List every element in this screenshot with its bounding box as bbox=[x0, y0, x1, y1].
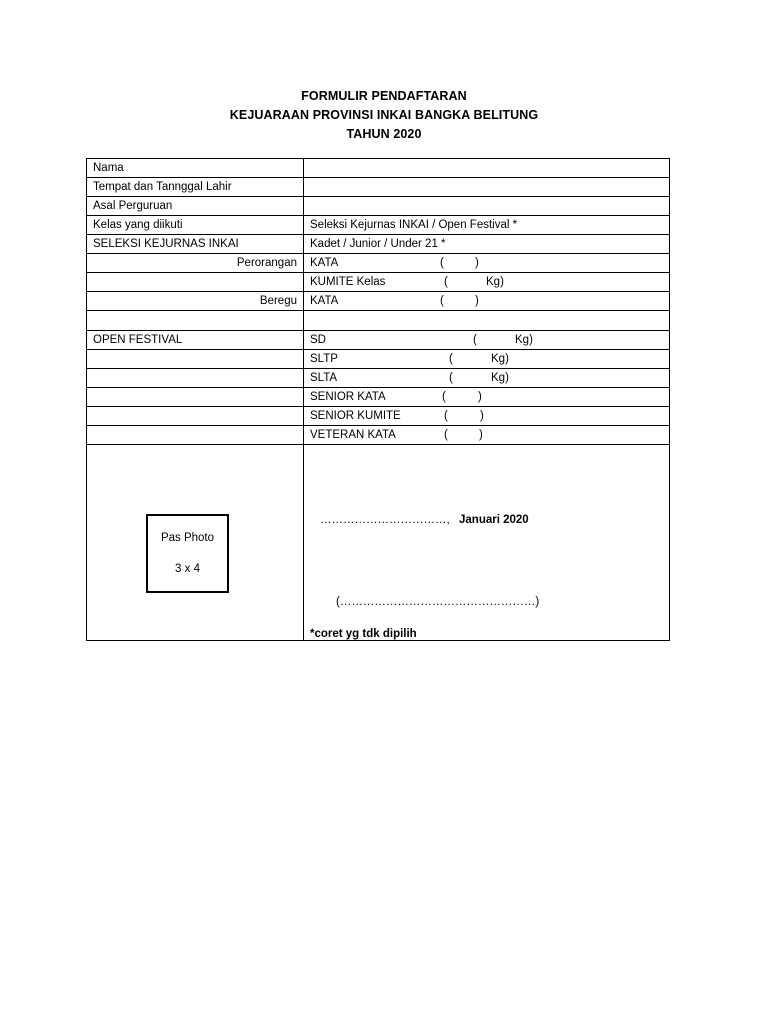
form-header bbox=[0, 87, 768, 144]
table-row bbox=[87, 311, 670, 331]
pas-photo-box[interactable] bbox=[146, 514, 229, 593]
kg-close: Kg) bbox=[515, 334, 533, 346]
open-paren: ( bbox=[449, 372, 453, 384]
table-row bbox=[87, 350, 670, 369]
empty-cell bbox=[87, 273, 304, 292]
registration-table bbox=[86, 158, 670, 641]
empty-cell bbox=[87, 407, 304, 426]
close-paren: ) bbox=[480, 410, 484, 422]
kg-close: Kg) bbox=[491, 372, 509, 384]
table-row bbox=[87, 292, 670, 311]
table-row bbox=[87, 178, 670, 197]
senior-kumite-option[interactable] bbox=[304, 407, 670, 426]
kata-label: KATA bbox=[310, 257, 339, 269]
signature-place[interactable]: ……………………………, bbox=[320, 514, 450, 526]
asal-label: Asal Perguruan bbox=[87, 197, 304, 216]
table-row bbox=[87, 426, 670, 445]
close-paren: ) bbox=[475, 295, 479, 307]
table-row bbox=[87, 216, 670, 235]
table-row bbox=[87, 159, 670, 178]
veteran-kata-label: VETERAN KATA bbox=[310, 429, 396, 441]
form-title: FORMULIR PENDAFTARAN bbox=[301, 89, 467, 103]
empty-cell bbox=[87, 350, 304, 369]
cross-out-note: *coret yg tdk dipilih bbox=[310, 628, 417, 640]
table-row bbox=[87, 388, 670, 407]
open-festival-label: OPEN FESTIVAL bbox=[87, 331, 304, 350]
table-row bbox=[87, 235, 670, 254]
kata-label: KATA bbox=[310, 295, 339, 307]
senior-kumite-label: SENIOR KUMITE bbox=[310, 410, 401, 422]
table-row bbox=[87, 331, 670, 350]
open-paren: ( bbox=[444, 410, 448, 422]
kelas-label: Kelas yang diikuti bbox=[87, 216, 304, 235]
signature-name-line[interactable]: (……………………………………………) bbox=[336, 596, 540, 608]
senior-kata-option[interactable] bbox=[304, 388, 670, 407]
signature-date: Januari 2020 bbox=[459, 514, 529, 526]
slta-label: SLTA bbox=[310, 372, 338, 384]
kumite-kelas-label: KUMITE Kelas bbox=[310, 276, 386, 288]
seleksi-label: SELEKSI KEJURNAS INKAI bbox=[87, 235, 304, 254]
beregu-kata-option[interactable] bbox=[304, 292, 670, 311]
sltp-option[interactable] bbox=[304, 350, 670, 369]
senior-kata-label: SENIOR KATA bbox=[310, 391, 386, 403]
open-paren: ( bbox=[440, 257, 444, 269]
sltp-label: SLTP bbox=[310, 353, 338, 365]
photo-label: Pas Photo bbox=[160, 532, 215, 544]
ttl-label: Tempat dan Tannggal Lahir bbox=[87, 178, 304, 197]
open-paren: ( bbox=[442, 391, 446, 403]
open-paren: ( bbox=[444, 429, 448, 441]
event-title: KEJUARAAN PROVINSI INKAI BANGKA BELITUNG bbox=[229, 108, 539, 122]
photo-size: 3 x 4 bbox=[175, 563, 200, 575]
nama-field[interactable] bbox=[304, 159, 670, 178]
empty-cell bbox=[304, 311, 670, 331]
beregu-label: Beregu bbox=[87, 292, 304, 311]
open-paren: ( bbox=[444, 276, 448, 288]
photo-cell bbox=[87, 445, 304, 641]
kelas-value[interactable]: Seleksi Kejurnas INKAI / Open Festival * bbox=[304, 216, 670, 235]
table-row bbox=[87, 197, 670, 216]
kumite-kelas-option[interactable] bbox=[304, 273, 670, 292]
table-row bbox=[87, 445, 670, 641]
veteran-kata-option[interactable] bbox=[304, 426, 670, 445]
sd-option[interactable] bbox=[304, 331, 670, 350]
nama-label: Nama bbox=[87, 159, 304, 178]
empty-cell bbox=[87, 426, 304, 445]
table-row bbox=[87, 273, 670, 292]
perorangan-label: Perorangan bbox=[87, 254, 304, 273]
close-paren: ) bbox=[479, 429, 483, 441]
asal-field[interactable] bbox=[304, 197, 670, 216]
sd-label: SD bbox=[310, 334, 326, 346]
event-year: TAHUN 2020 bbox=[346, 127, 422, 141]
close-paren: ) bbox=[475, 257, 479, 269]
seleksi-value[interactable]: Kadet / Junior / Under 21 * bbox=[304, 235, 670, 254]
perorangan-kata-option[interactable] bbox=[304, 254, 670, 273]
kg-close: Kg) bbox=[486, 276, 504, 288]
open-paren: ( bbox=[440, 295, 444, 307]
slta-option[interactable] bbox=[304, 369, 670, 388]
close-paren: ) bbox=[478, 391, 482, 403]
table-row bbox=[87, 407, 670, 426]
empty-cell bbox=[87, 369, 304, 388]
empty-cell bbox=[87, 311, 304, 331]
open-paren: ( bbox=[473, 334, 477, 346]
table-row bbox=[87, 369, 670, 388]
kg-close: Kg) bbox=[491, 353, 509, 365]
signature-cell bbox=[304, 445, 670, 641]
table-row bbox=[87, 254, 670, 273]
open-paren: ( bbox=[449, 353, 453, 365]
ttl-field[interactable] bbox=[304, 178, 670, 197]
empty-cell bbox=[87, 388, 304, 407]
